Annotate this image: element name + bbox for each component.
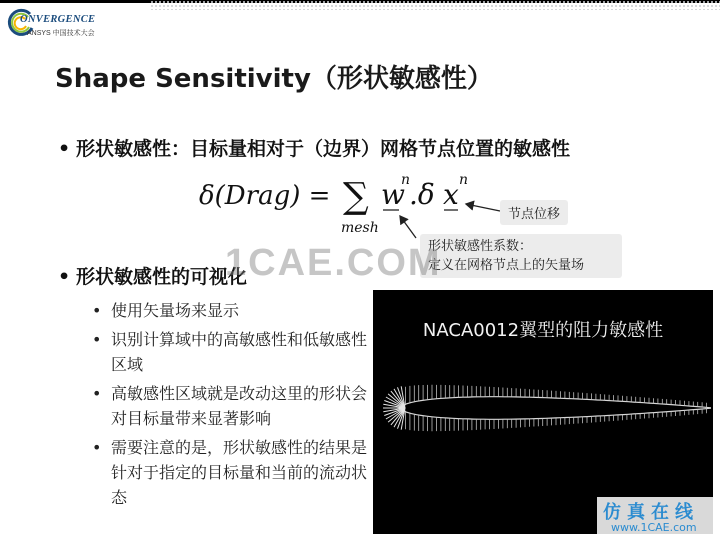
formula-lhs: δ(Drag) = <box>199 181 331 211</box>
sub-bullet-text: 使用矢量场来显示 <box>111 301 240 320</box>
airfoil-upper-surface <box>401 397 711 408</box>
sub-bullet-text: 识别计算域中的高敏感性和低敏感性区域 <box>111 330 368 374</box>
airfoil-lower-surface <box>401 408 711 419</box>
bullet-visualization-text: 形状敏感性的可视化 <box>76 266 248 288</box>
convergence-logo <box>6 6 116 48</box>
corner-badge-url: www.1CAE.com <box>611 521 697 534</box>
sub-bullet-text: 需要注意的是，形状敏感性的结果是针对于指定的目标量和当前的流动状态 <box>111 438 368 507</box>
sub-bullet-dot: • <box>92 330 102 349</box>
formula-w-exp: n <box>401 172 411 188</box>
formula-x-exp: n <box>459 172 469 188</box>
formula-sum-sub: mesh <box>341 220 379 236</box>
header-dot-pattern <box>150 0 720 10</box>
sub-bullet-item <box>92 435 382 510</box>
formula-sum: ∑ <box>343 176 369 217</box>
sub-bullet-item <box>92 298 382 323</box>
bullet-definition-text: 形状敏感性：目标量相对于（边界）网格节点位置的敏感性 <box>76 138 571 160</box>
bullet-visualization <box>58 262 247 289</box>
logo-sub-text: ANSYS 中国技术大会 <box>27 30 95 37</box>
bullet-dot: • <box>58 138 71 160</box>
bullet-definition <box>58 134 570 161</box>
corner-badge <box>597 497 718 537</box>
annotation-node-displacement: 节点位移 <box>500 200 568 225</box>
sub-bullet-dot: • <box>92 438 102 457</box>
formula-w: w <box>381 178 405 211</box>
annotation-coeff-line1: 形状敏感性系数： <box>428 239 533 254</box>
annotation-sensitivity-coefficient <box>420 234 622 278</box>
sub-bullet-dot: • <box>92 301 102 320</box>
sensitivity-formula <box>195 168 495 238</box>
sub-bullet-item <box>92 327 382 377</box>
watermark: 1CAE.COM <box>225 242 442 284</box>
bullet-dot: • <box>58 266 71 288</box>
sub-bullet-item <box>92 381 382 431</box>
sub-bullet-text: 高敏感性区域就是改动这里的形状会对目标量带来显著影响 <box>111 384 368 428</box>
corner-badge-title: 仿真在线 <box>603 502 699 523</box>
sub-bullet-dot: • <box>92 384 102 403</box>
sub-bullet-list <box>92 298 382 514</box>
annotation-coeff-line2: 定义在网格节点上的矢量场 <box>428 258 585 273</box>
formula-x: x <box>443 178 459 211</box>
logo-brand-text: ONVERGENCE <box>20 14 96 25</box>
panel-caption: NACA0012翼型的阻力敏感性 <box>422 320 664 341</box>
formula-dot-delta: .δ <box>409 178 435 211</box>
slide-title: Shape Sensitivity（形状敏感性） <box>55 64 493 94</box>
